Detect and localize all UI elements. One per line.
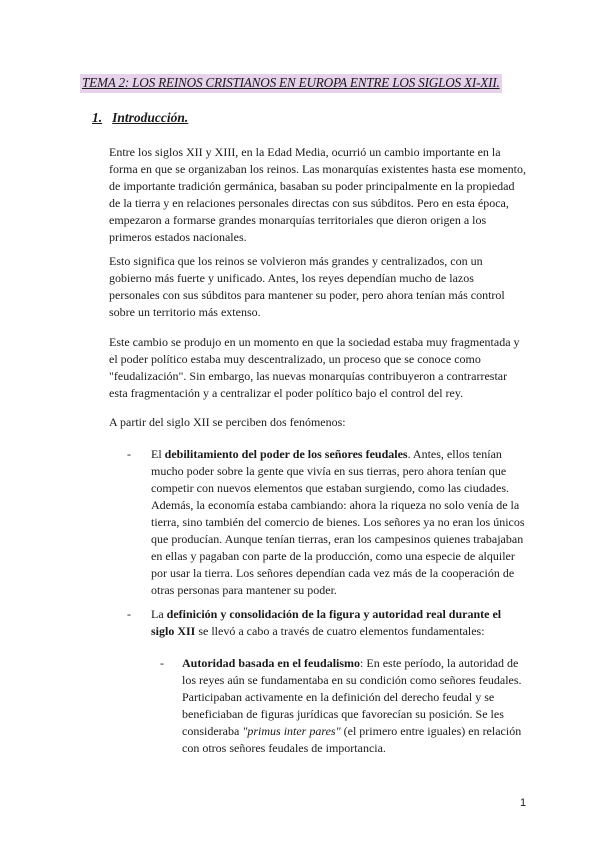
section-title: Introducción. <box>112 110 189 125</box>
sub-bullet-rest-a: : En este período, la autoridad de los reyes aún se fundamentaba en su condición como señores feudales. Participaban activamente en la definición del derecho feudal y se beneficiaban de figuras jurídicas que favorecían su posición. Se les consideraba <box>182 656 522 738</box>
bullet-dash: - <box>127 607 131 621</box>
bullet-rest: . Antes, ellos tenían mucho poder sobre la gente que vivía en sus tierras, pero ahora tenían que competir con nuevos elementos que estaban surgiendo, como las ciudades. Además, la economía estaba cambiando: ahora la riqueza no solo venía de la tierra, sino también del comercio de bienes. Los señores ya no eran los únicos que producían. Aunque tenían tierras, eran los campesinos quienes trabajaban en ellas y pagaban con parte de la producción, como una especie de alquiler por usar la tierra. Los señores dependían cada vez más de la cooperación de otras personas para mantener su poder. <box>151 447 525 597</box>
sub-bullet-quote: "primus inter pares" <box>242 724 341 738</box>
sub-bullet-dash: - <box>160 656 164 670</box>
bullet-dash: - <box>127 447 131 461</box>
bullet-item-weakening <box>127 446 527 599</box>
sub-bullet-term: Autoridad basada en el feudalismo <box>182 656 361 670</box>
bullet-term: debilitamiento del poder de los señores feudales <box>164 447 408 461</box>
bullet-lead: La <box>151 607 167 621</box>
bullet-item-royal-authority <box>127 606 527 640</box>
bullet-lead: El <box>151 447 165 461</box>
section-number: 1. <box>92 110 103 125</box>
paragraph-3: Este cambio se produjo en un momento en que la sociedad estaba muy fragmentada y el poder político estaba muy descentralizado, un proceso que se conoce como "feudalización". Sin embargo, las nuevas monarquías contribuyeron a contrarrestar esta fragmentación y a centralizar el poder político bajo el control del rey. <box>109 335 520 400</box>
sub-bullet-text <box>182 655 528 757</box>
bullet-term: definición y consolidación de la figura y autoridad real durante el siglo XII <box>151 607 502 638</box>
sub-bullet-rest-b: (el primero entre iguales) en relación con otros señores feudales de importancia. <box>182 724 522 755</box>
sub-bullet-item-feudal-authority <box>160 655 528 757</box>
document-title: TEMA 2: LOS REINOS CRISTIANOS EN EUROPA ENTRE LOS SIGLOS XI-XII. <box>80 74 502 93</box>
document-title-block <box>80 74 530 93</box>
paragraph-2: Esto significa que los reinos se volvieron más grandes y centralizados, con un gobierno más fuerte y unificado. Antes, los reyes dependían mucho de lazos personales con sus súbditos para mantener su poder, pero ahora tenían más control sobre un territorio más extenso. <box>109 254 505 319</box>
bullet-text <box>151 606 527 640</box>
page-number: 1 <box>520 797 527 809</box>
paragraph-4: A partir del siglo XII se perciben dos fenómenos: <box>109 415 346 429</box>
bullet-text <box>151 446 527 599</box>
section-heading <box>92 110 188 126</box>
paragraph-1: Entre los siglos XII y XIII, en la Edad Media, ocurrió un cambio importante en la forma en que se organizaban los reinos. Las monarquías existentes hasta ese momento, de importante tradición germánica, basaban su poder principalmente en la propiedad de la tierra y en relaciones personales directas con sus súbditos. Pero en esta época, empezaron a formarse grandes monarquías territoriales que dieron origen a los primeros estados nacionales. <box>109 145 526 244</box>
bullet-rest: se llevó a cabo a través de cuatro elementos fundamentales: <box>195 624 485 638</box>
